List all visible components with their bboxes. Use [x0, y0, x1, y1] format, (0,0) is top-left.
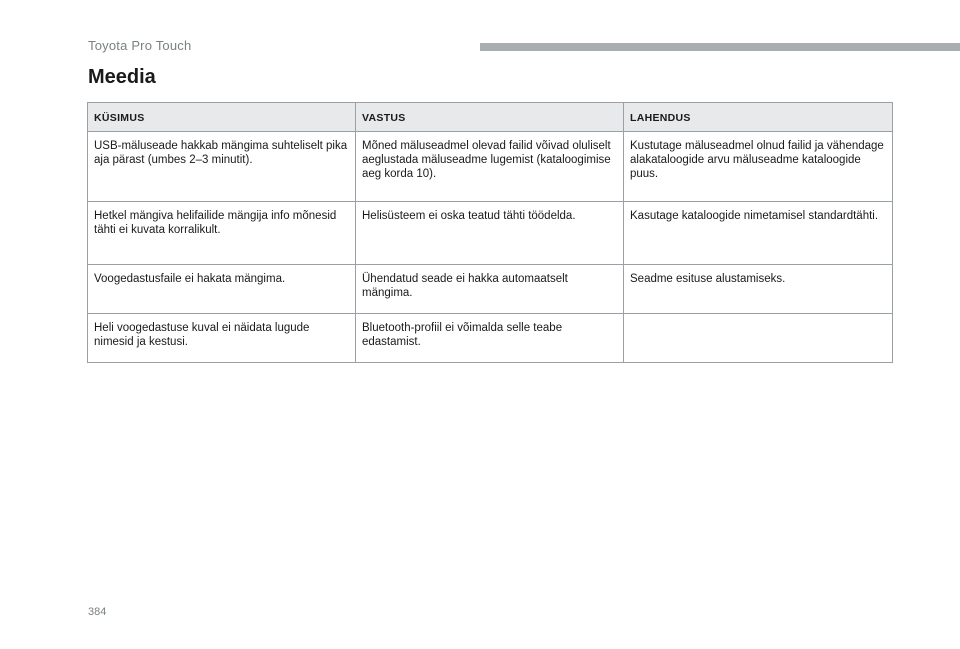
column-header-solution: LAHENDUS	[624, 103, 893, 132]
troubleshooting-table	[87, 102, 893, 363]
solution-cell	[624, 314, 893, 363]
page-number: 384	[88, 606, 107, 618]
table-row	[88, 132, 893, 202]
column-header-answer: VASTUS	[356, 103, 624, 132]
column-header-question: KÜSIMUS	[88, 103, 356, 132]
solution-cell: Seadme esituse alustamiseks.	[624, 265, 893, 314]
table-header-row	[88, 103, 893, 132]
question-cell: Hetkel mängiva helifailide mängija info mõnesid tähti ei kuvata korralikult.	[88, 202, 356, 265]
answer-cell: Mõned mäluseadmel olevad failid võivad oluliselt aeglustada mäluseadme lugemist (kataloogimise aeg korda 10).	[356, 132, 624, 202]
question-cell: Voogedastusfaile ei hakata mängima.	[88, 265, 356, 314]
header-divider-bar	[480, 43, 960, 51]
answer-cell: Ühendatud seade ei hakka automaatselt mängima.	[356, 265, 624, 314]
answer-cell: Helisüsteem ei oska teatud tähti töödelda.	[356, 202, 624, 265]
answer-cell: Bluetooth-profiil ei võimalda selle teabe edastamist.	[356, 314, 624, 363]
table-row	[88, 265, 893, 314]
table-row	[88, 314, 893, 363]
table-row	[88, 202, 893, 265]
question-cell: USB-mäluseade hakkab mängima suhteliselt pika aja pärast (umbes 2–3 minutit).	[88, 132, 356, 202]
manual-title: Toyota Pro Touch	[88, 38, 192, 53]
solution-cell: Kustutage mäluseadmel olnud failid ja vähendage alakataloogide arvu mäluseadme kataloogide puus.	[624, 132, 893, 202]
page-title: Meedia	[88, 66, 156, 88]
solution-cell: Kasutage kataloogide nimetamisel standardtähti.	[624, 202, 893, 265]
question-cell: Heli voogedastuse kuval ei näidata lugude nimesid ja kestusi.	[88, 314, 356, 363]
